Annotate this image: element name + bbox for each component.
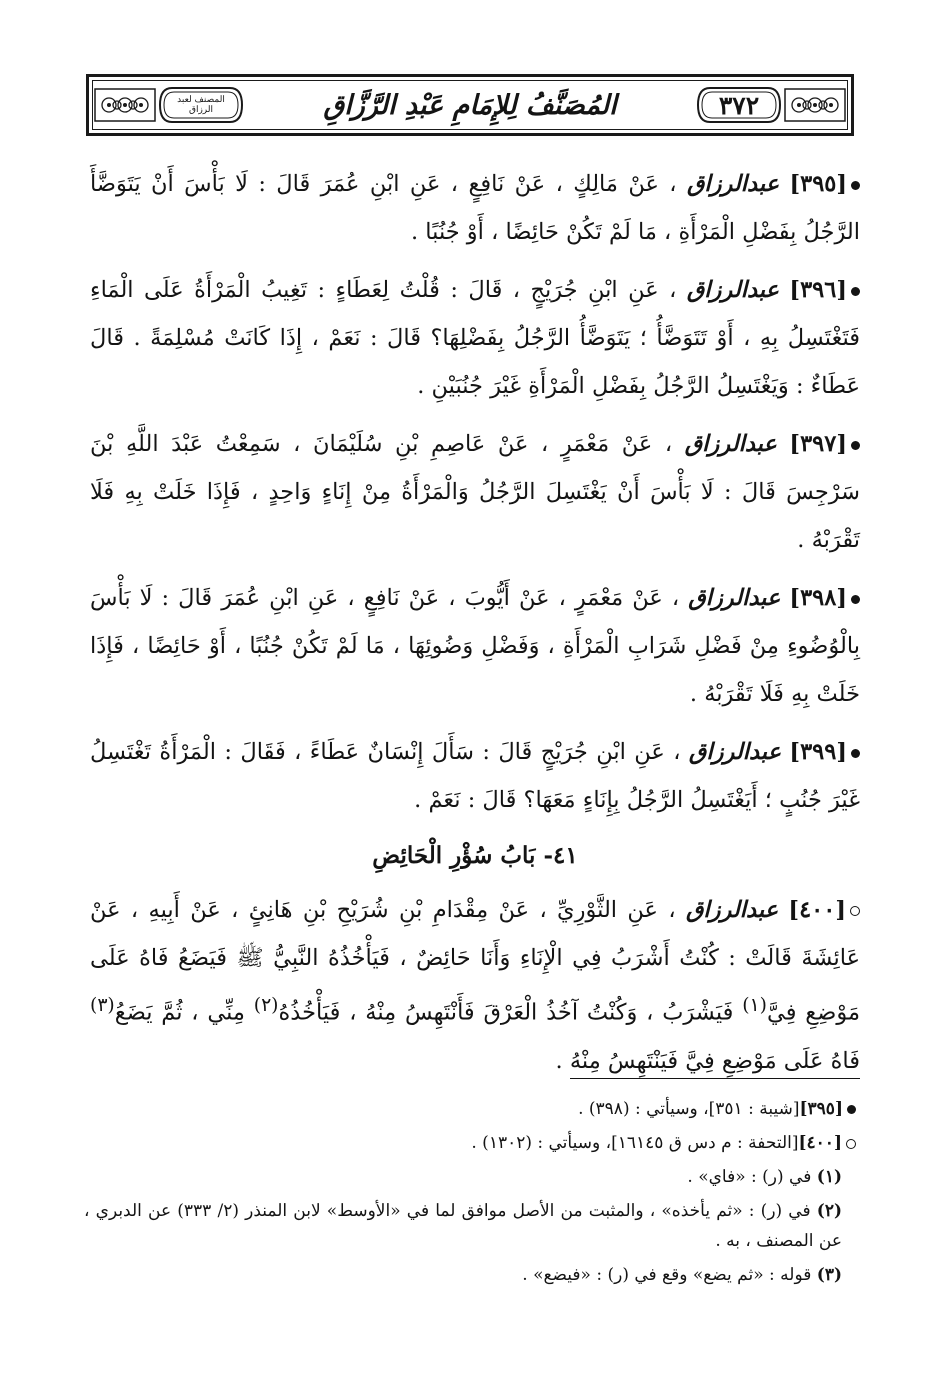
footnote-number: [٤٠٠] — [798, 1133, 842, 1153]
narrator-name: عبدالرزاق — [686, 277, 779, 303]
chapter-heading: ٤١- بَابُ سُؤْرِ الْحَائِضِ — [372, 842, 578, 869]
footnote-1 — [84, 1162, 856, 1192]
hadith-number: [٣٩٧] — [789, 431, 847, 457]
hadith-text: ، عَنْ مَعْمَرٍ ، عَنْ أَيُّوبَ ، عَنْ نَافِعٍ ، عَنِ ابْنِ عُمَرَ قَالَ : لَا بَأْسَ بِالْوُضُوءِ مِنْ فَضْلِ شَرَابِ الْمَرْأَةِ ، وَفَضْلِ وَضُوئِهَا ، مَا لَمْ تَكُنْ جُنُبًا ، أَوْ حَائِضًا ، فَإِذَا خَلَتْ بِهِ فَلَا تَقْرَبْهُ . — [90, 585, 860, 707]
footnote-ref[interactable]: (١) — [742, 995, 767, 1016]
page-header — [86, 74, 854, 136]
hadith-397 — [90, 420, 860, 564]
ring-bullet-icon — [850, 906, 860, 916]
footnote-ref[interactable]: (٣) — [90, 995, 115, 1016]
footnote-separator — [570, 1078, 860, 1079]
seal-text: المصنف لعبد الرزاق — [177, 95, 225, 115]
book-seal — [158, 86, 244, 124]
bullet-icon — [851, 595, 860, 604]
narrator-name: عبدالرزاق — [688, 739, 781, 765]
hadith-text-part: مِنِّي ، ثُمَّ يَضَعُ — [114, 999, 254, 1026]
footnote-2 — [84, 1196, 856, 1256]
hadith-400 — [90, 886, 860, 1085]
bullet-icon — [851, 441, 860, 450]
footnote-source-400 — [84, 1128, 856, 1158]
hadith-text-part: فَاهُ عَلَى مَوْضِعِ فِيَّ فَيَنْتَهِسُ مِنْهُ . — [555, 1047, 860, 1074]
hadith-text: ، عَنِ ابْنِ جُرَيْجٍ ، قَالَ : قُلْتُ لِعَطَاءٍ : تَغِيبُ الْمَرْأَةُ عَلَى الْمَاءِ فَتَغْتَسِلُ بِهِ ، أَوْ تَتَوَضَّأُ ؛ يَتَوَضَّأُ الرَّجُلُ بِفَضْلِهَا؟ قَالَ : نَعَمْ ، إِذَا كَانَتْ مُسْلِمَةً . قَالَ عَطَاءٌ : وَيَغْتَسِلُ الرَّجُلُ بِفَضْلِ الْمَرْأَةِ غَيْرَ جُنُبَيْنِ . — [90, 277, 860, 399]
bullet-icon — [851, 287, 860, 296]
footnote-number: (١) — [816, 1167, 842, 1187]
footnote-number: [٣٩٥] — [799, 1099, 843, 1119]
book-title: المُصَنَّفُ لِلإِمَامِ عَبْدِ الرَّزَّاقِ — [323, 89, 617, 121]
hadith-398 — [90, 574, 860, 718]
hadith-number: [٤٠٠] — [788, 897, 846, 923]
narrator-name: عبدالرزاق — [684, 431, 777, 457]
footnote-text: قوله : «ثم يضع» وقع في (ر) : «فيضع» . — [522, 1265, 812, 1285]
hadith-395 — [90, 160, 860, 256]
hadith-number: [٣٩٦] — [789, 277, 847, 303]
floral-ornament-icon — [94, 88, 156, 122]
footnote-text: [التحفة : م دس ق ١٦١٤٥]، وسيأتي : (١٣٠٢) . — [471, 1133, 799, 1153]
bullet-icon — [851, 749, 860, 758]
footnote-text: [شيبة : ٣٥١]، وسيأتي : (٣٩٨) . — [578, 1099, 800, 1119]
footnote-source-395 — [84, 1094, 856, 1124]
footnote-text: في (ر) : «فاي» . — [687, 1167, 812, 1187]
main-text — [90, 160, 860, 1095]
footnote-ref[interactable]: (٢) — [253, 995, 279, 1016]
hadith-text: ، عَنْ مَالِكٍ ، عَنْ نَافِعٍ ، عَنِ ابْنِ عُمَرَ قَالَ : لَا بَأْسَ أَنْ يَتَوَضَّأَ الرَّجُلُ بِفَضْلِ الْمَرْأَةِ ، مَا لَمْ تَكُنْ حَائِضًا ، أَوْ جُنُبًا . — [90, 171, 860, 245]
narrator-name: عبدالرزاق — [685, 897, 779, 923]
bullet-icon — [851, 181, 860, 190]
narrator-name: عبدالرزاق — [686, 171, 780, 197]
page-number: ٣٧٢ — [718, 90, 760, 120]
footnotes — [84, 1094, 856, 1294]
hadith-396 — [90, 266, 860, 410]
hadith-number: [٣٩٩] — [789, 739, 847, 765]
hadith-text-part: فَيَشْرَبُ ، وَكُنْتُ آخُذُ الْعَرْقَ فَأَنْتَهِسُ مِنْهُ ، فَيَأْخُذُهُ — [278, 999, 743, 1026]
narrator-name: عبدالرزاق — [688, 585, 781, 611]
footnote-number: (٣) — [816, 1265, 842, 1285]
hadith-number: [٣٩٨] — [789, 585, 847, 611]
footnote-text: في (ر) : «ثم يأخذه» ، والمثبت من الأصل موافق لما في «الأوسط» لابن المنذر (٢/ ٣٣٣) عن الدبري ، عن المصنف ، به . — [84, 1201, 842, 1251]
hadith-399 — [90, 728, 860, 824]
floral-ornament-icon — [784, 88, 846, 122]
footnote-number: (٢) — [816, 1201, 842, 1221]
page-number-cartouche — [696, 86, 782, 124]
ring-bullet-icon — [846, 1139, 856, 1149]
footnote-3 — [84, 1260, 856, 1290]
hadith-text: ، عَنْ مَعْمَرٍ ، عَنْ عَاصِمِ بْنِ سُلَيْمَانَ ، سَمِعْتُ عَبْدَ اللَّهِ بْنَ سَرْجِسَ قَالَ : لَا بَأْسَ أَنْ يَغْتَسِلَ الرَّجُلُ وَالْمَرْأَةُ مِنْ إِنَاءٍ وَاحِدٍ ، فَإِذَا خَلَتْ بِهِ فَلَا تَقْرَبْهُ . — [90, 431, 860, 553]
hadith-number: [٣٩٥] — [789, 171, 848, 197]
hadith-text: ، عَنِ ابْنِ جُرَيْجٍ قَالَ : سَأَلَ إِنْسَانٌ عَطَاءً ، فَقَالَ : الْمَرْأَةُ تَغْتَسِلُ غَيْرَ جُنُبٍ ؛ أَيَغْتَسِلُ الرَّجُلُ بِإِنَاءٍ مَعَهَا؟ قَالَ : نَعَمْ . — [90, 739, 860, 813]
bullet-icon — [847, 1105, 856, 1114]
hadith-text-part: ، عَنِ الثَّوْرِيِّ ، عَنْ مِقْدَامِ بْنِ شُرَيْحِ بْنِ هَانِئٍ ، عَنْ أَبِيهِ ، عَنْ عَائِشَةَ قَالَتْ : كُنْتُ أَشْرَبُ فِي الْإِنَاءِ وَأَنَا حَائِضٌ ، فَيَأْخُذُهُ النَّبِيُّ ﷺ فَيَضَعُ فَاهُ عَلَى مَوْضِعِ فِيَّ — [90, 897, 860, 1026]
